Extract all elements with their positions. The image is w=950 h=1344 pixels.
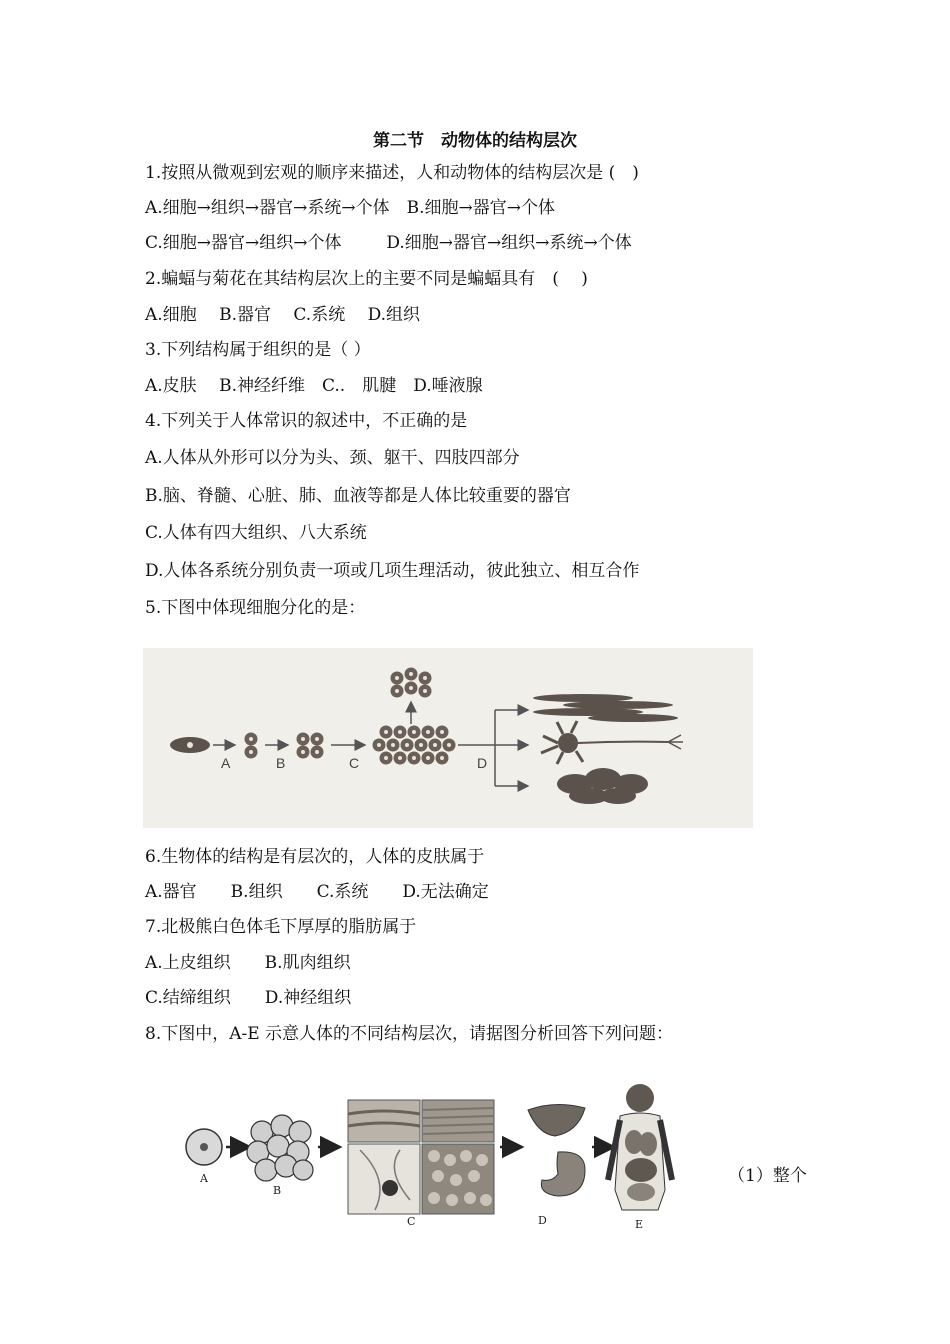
level-a-cell [186,1129,222,1165]
question-7-option-row: C.结缔组织 D.神经组织 [145,988,352,1008]
level-c-tissues [348,1100,494,1214]
level-d-organs [528,1104,585,1196]
question-4-option-d: D.人体各系统分别负责一项或几项生理活动，彼此独立、相互合作 [145,561,640,581]
question-2-option-row: A.细胞 B.器官 C.系统 D.组织 [145,305,421,325]
question-6-stem: 6.生物体的结构是有层次的，人体的皮肤属于 [145,847,485,867]
figure2-label-e: E [635,1218,644,1231]
figure2-label-b: B [273,1184,282,1197]
question-8-stem: 8.下图中，A-E 示意人体的不同结构层次，请据图分析回答下列问题： [145,1024,674,1044]
figure1-label-b: B [276,755,286,771]
figure2-label-c: C [407,1215,416,1228]
question-8-subquestion-1: （1）整个 [728,1166,807,1186]
level-b-cells [247,1115,313,1181]
zygote-cell [170,737,210,753]
question-4-stem: 4.下列关于人体常识的叙述中，不正确的是 [145,411,468,431]
question-4-option-b: B.脑、脊髓、心脏、肺、血液等都是人体比较重要的器官 [145,486,571,506]
figure2-label-d: D [538,1214,547,1227]
figure1-label-a: A [221,755,231,771]
page-title: 第二节 动物体的结构层次 [373,131,577,151]
question-4-option-a: A.人体从外形可以分为头、颈、躯干、四肢四部分 [145,448,520,468]
level-e-human-body [608,1084,672,1210]
question-7-stem: 7.北极熊白色体毛下厚厚的脂肪属于 [145,917,417,937]
figure1-label-c: C [349,755,360,771]
question-4-option-c: C.人体有四大组织、八大系统 [145,523,367,543]
figure1-label-d: D [477,755,488,771]
structure-levels-figure [160,1070,720,1240]
question-6-option-row: A.器官 B.组织 C.系统 D.无法确定 [145,882,489,902]
question-2-stem: 2.蝙蝠与菊花在其结构层次上的主要不同是蝙蝠具有 ( ) [145,269,588,289]
question-5-stem: 5.下图中体现细胞分化的是： [145,598,366,618]
question-1-option-row: A.细胞→组织→器官→系统→个体 B.细胞→器官→个体 [145,198,556,218]
figure2-label-a: A [200,1172,208,1185]
question-3-stem: 3.下列结构属于组织的是（ ） [145,340,371,360]
cell-differentiation-figure [143,648,753,828]
divided-cell-cluster [391,668,432,698]
question-1-option-row: C.细胞→器官→组织→个体 D.细胞→器官→组织→系统→个体 [145,233,632,253]
question-7-option-row: A.上皮组织 B.肌肉组织 [145,953,351,973]
question-3-option-row: A.皮肤 B.神经纤维 C.. 肌腱 D.唾液腺 [145,376,483,396]
question-1-stem: 1.按照从微观到宏观的顺序来描述，人和动物体的结构层次是 ( ) [145,163,639,183]
